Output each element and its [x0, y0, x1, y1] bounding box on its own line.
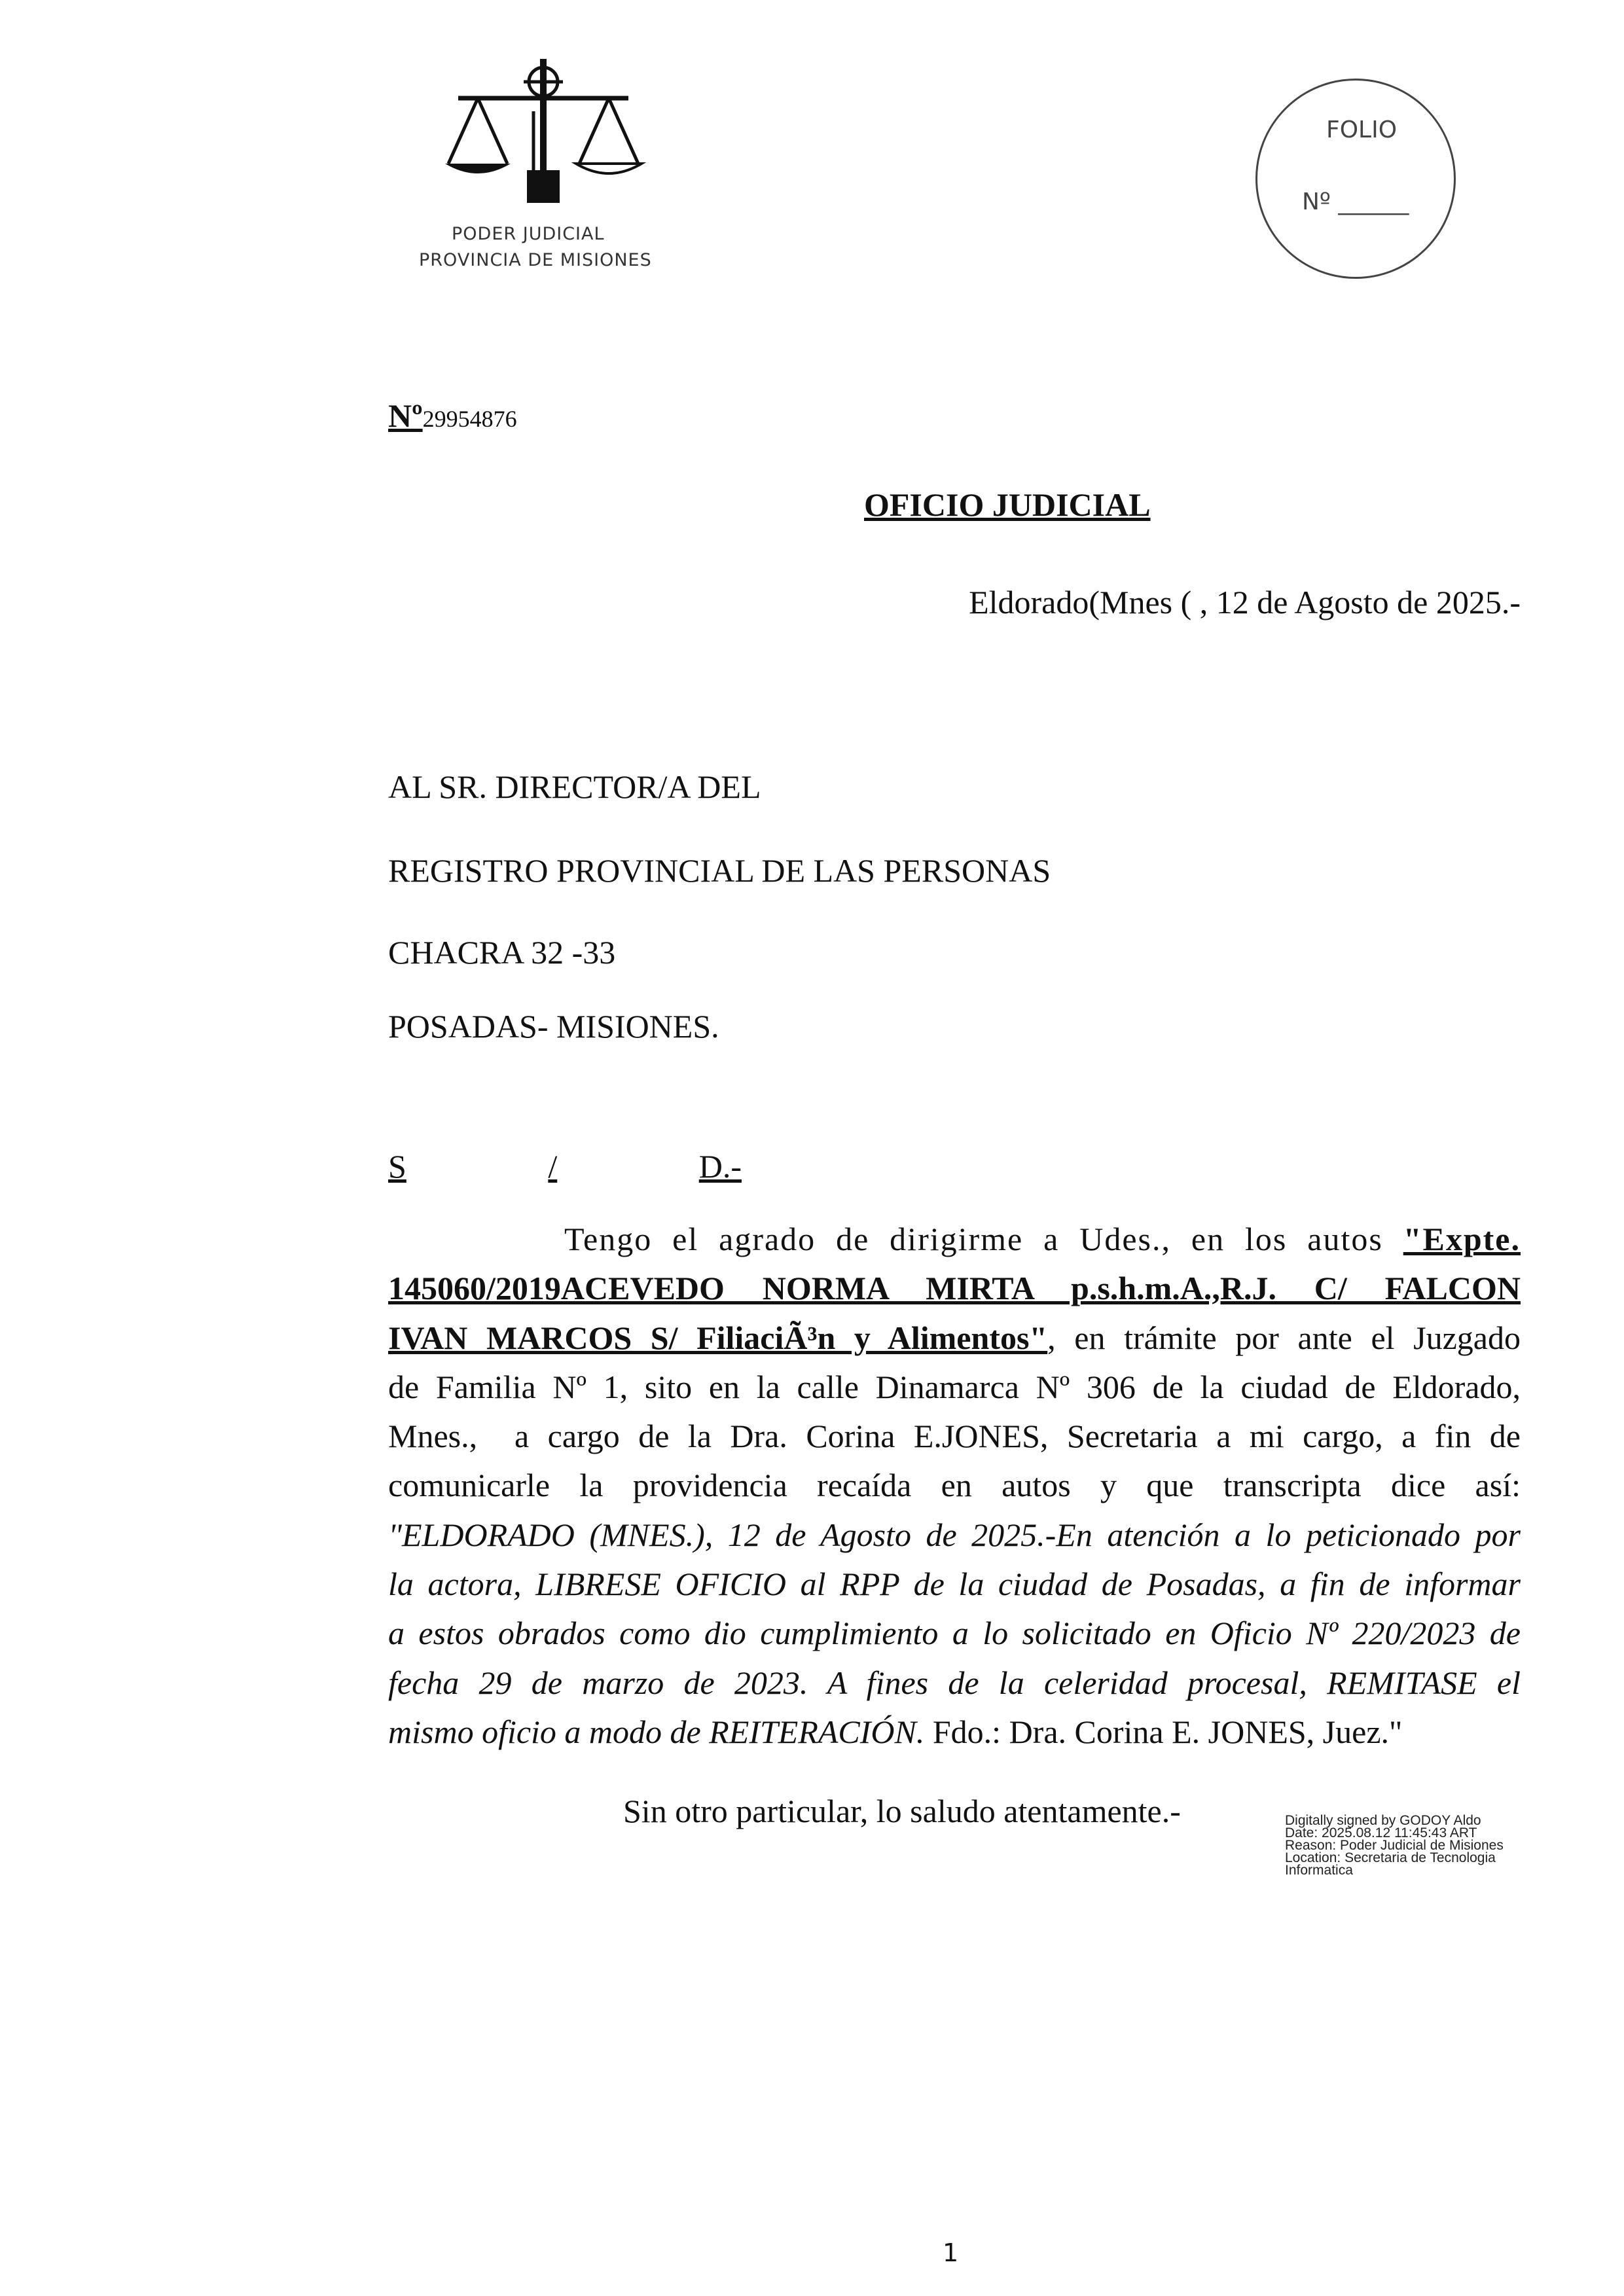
signature-line: Informatica [1285, 1863, 1353, 1878]
text: Fdo.: Dra. Corina E. JONES, Juez." [924, 1713, 1403, 1750]
closing: Sin otro particular, lo saludo atentamente.- [623, 1793, 1181, 1829]
addressee-line: POSADAS- MISIONES. [388, 1008, 719, 1045]
body-line [388, 1708, 1521, 1757]
body-line: Mnes., a cargo de la Dra. Corina E.JONES, Secretaria a mi cargo, a fin de [388, 1418, 1521, 1455]
case-ref: "Expte. [1403, 1221, 1521, 1257]
sd-slash: / [548, 1148, 558, 1185]
body-line: fecha 29 de marzo de 2023. A fines de la celeridad procesal, REMITASE el [388, 1664, 1521, 1701]
text: mismo oficio a modo de REITERACIÓN. [388, 1713, 925, 1750]
body-line [388, 1215, 1521, 1264]
date-line: Eldorado(Mnes ( , 12 de Agosto de 2025.- [969, 584, 1521, 620]
document-number [388, 396, 517, 439]
salutation [388, 1147, 742, 1186]
poder-judicial-logo [419, 52, 681, 270]
text: , en trámite por ante el Juzgado [1047, 1319, 1521, 1356]
body-line: a estos obrados como dio cumplimiento a lo solicitado en Oficio Nº 220/2023 de [388, 1615, 1521, 1652]
addressee-line: CHACRA 32 -33 [388, 934, 616, 971]
scales-of-justice-icon [419, 52, 681, 209]
body-line [388, 1314, 1521, 1363]
addressee-line: REGISTRO PROVINCIAL DE LAS PERSONAS [388, 852, 1051, 889]
folio-stamp [1255, 79, 1456, 279]
addressee-line: AL SR. DIRECTOR/A DEL [388, 768, 761, 805]
page-title: OFICIO JUDICIAL [864, 486, 1151, 523]
digital-signature [1285, 1814, 1504, 1876]
body-line: comunicarle la providencia recaída en autos y que transcripta dice así: [388, 1467, 1521, 1504]
body-line: 145060/2019ACEVEDO NORMA MIRTA p.s.h.m.A.,R.J. C/ FALCON [388, 1270, 1521, 1307]
case-ref: IVAN MARCOS S/ FiliaciÃ³n y Alimentos" [388, 1319, 1048, 1356]
signature-line: Location: Secretaria de Tecnologia [1285, 1850, 1496, 1865]
signature-line: Date: 2025.08.12 11:45:43 ART [1285, 1825, 1477, 1840]
body-paragraph [388, 1215, 1521, 1757]
folio-label: FOLIO [1326, 117, 1398, 143]
folio-number-label: Nº ______ [1302, 188, 1409, 215]
logo-line-2: PROVINCIA DE MISIONES [419, 250, 652, 270]
sd-d: D.- [698, 1148, 742, 1185]
sd-s: S [388, 1148, 406, 1185]
text: Tengo el agrado de dirigirme a Udes., en los autos [564, 1221, 1403, 1257]
number-label: Nº [388, 397, 423, 434]
signature-line: Digitally signed by GODOY Aldo [1285, 1813, 1481, 1828]
body-line: de Familia Nº 1, sito en la calle Dinamarca Nº 306 de la ciudad de Eldorado, [388, 1368, 1521, 1405]
body-line: la actora, LIBRESE OFICIO al RPP de la ciudad de Posadas, a fin de informar [388, 1566, 1521, 1603]
body-line: "ELDORADO (MNES.), 12 de Agosto de 2025.-En atención a lo peticionado por [388, 1516, 1521, 1553]
page-number: 1 [943, 2238, 959, 2267]
number-value: 29954876 [422, 406, 517, 432]
logo-line-1: PODER JUDICIAL [452, 224, 605, 244]
signature-line: Reason: Poder Judicial de Misiones [1285, 1838, 1504, 1853]
